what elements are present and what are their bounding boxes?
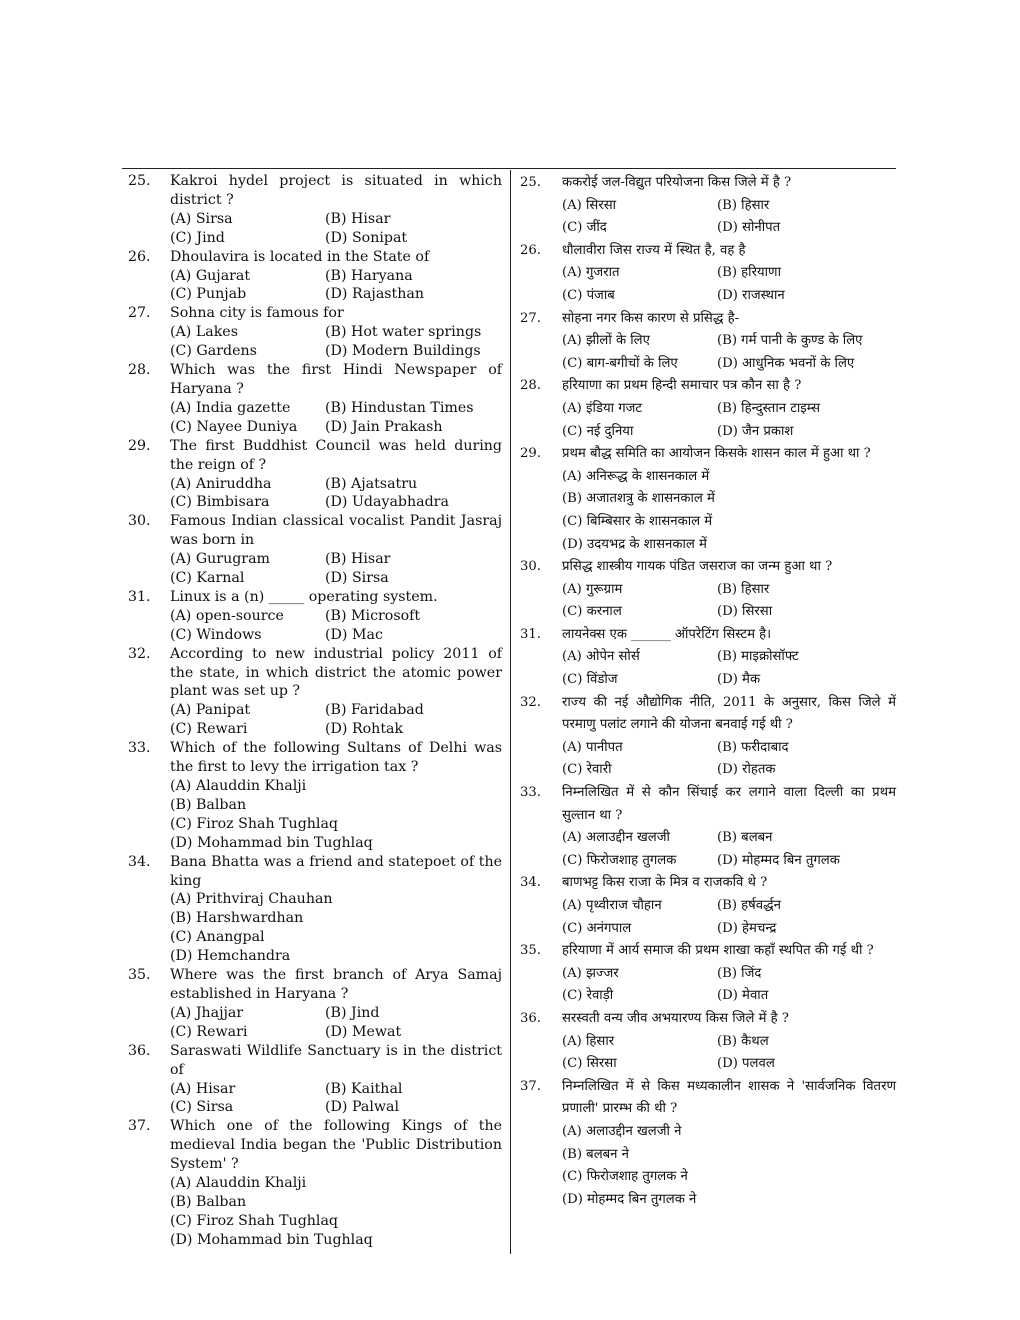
question-number: 28.	[128, 362, 151, 379]
question-text: सोहना नगर किस कारण से प्रसिद्ध है-	[562, 310, 740, 326]
option-a: (A) हिसार	[562, 1033, 615, 1049]
option-b: (B) Hisar	[325, 210, 391, 227]
option-b: (B) जिंद	[717, 965, 762, 981]
options	[562, 262, 896, 307]
option-d: (D) Palwal	[325, 1099, 399, 1116]
question-text: Saraswati Wildlife Sanctuary is in the district of	[170, 1042, 502, 1078]
option-b: (B) Haryana	[325, 267, 413, 284]
question-hi-32	[520, 692, 896, 782]
option-d: (D) मैक	[717, 672, 761, 688]
question-number: 26.	[520, 242, 541, 258]
option-b: (B) कैथल	[717, 1033, 769, 1049]
question-text: निम्नलिखित में से किस मध्यकालीन शासक ने 'सार्वजनिक वितरण प्रणाली' प्रारम्भ की थी ?	[562, 1078, 896, 1117]
question-en-37	[128, 1117, 502, 1249]
option-a: (A) पृथ्वीराज चौहान	[562, 898, 662, 913]
option-d: (D) मोहम्मद बिन तुगलक	[717, 852, 840, 868]
question-number: 34.	[520, 875, 541, 891]
option-c: (C) अनंगपाल	[562, 920, 632, 936]
option-c: (C) फिरोजशाह तुगलक ने	[562, 1169, 688, 1185]
option-b: (B) हिसार	[717, 197, 770, 213]
option-a: (A) अनिरूद्ध के शासनकाल में	[562, 468, 710, 484]
question-en-26	[128, 248, 502, 305]
option-d: (D) Rohtak	[325, 721, 404, 738]
question-number: 29.	[128, 437, 151, 454]
question-number: 33.	[520, 785, 541, 801]
question-number: 31.	[520, 626, 541, 642]
option-c: (C) Jind	[170, 229, 225, 246]
option-b: (B) Kaithal	[325, 1080, 403, 1097]
question-hi-36	[520, 1008, 896, 1076]
options	[170, 1080, 502, 1118]
question-hi-31	[520, 624, 896, 692]
option-d: (D) सोनीपत	[717, 220, 781, 236]
option-c: (C) Rewari	[170, 721, 248, 738]
question-hi-33	[520, 782, 896, 872]
options	[562, 737, 896, 782]
option-a: (A) Sirsa	[170, 210, 233, 227]
option-a: (A) India gazette	[170, 399, 291, 416]
option-d: (D) आधुनिक भवनों के लिए	[717, 355, 855, 371]
options	[170, 210, 502, 248]
option-d: (D) रोहतक	[717, 762, 776, 778]
options	[170, 607, 502, 645]
option-c: (C) करनाल	[562, 604, 622, 620]
option-b: (B) फरीदाबाद	[717, 739, 789, 755]
question-en-36	[128, 1042, 502, 1118]
question-text: लायनेक्स एक ______ ऑपरेटिंग सिस्टम है।	[562, 626, 772, 642]
question-text: हरियाणा में आर्य समाज की प्रथम शाखा कहाँ स्थपित की गई थी ?	[562, 943, 874, 959]
option-d: (D) जैन प्रकाश	[717, 423, 794, 439]
option-d: (D) Sirsa	[325, 570, 389, 587]
option-c: (C) बिम्बिसार के शासनकाल में	[562, 513, 713, 529]
options	[562, 398, 896, 443]
options	[562, 579, 896, 624]
option-d: (D) पलवल	[717, 1056, 775, 1072]
option-b: (B) Hindustan Times	[325, 399, 474, 416]
option-c: (C) फिरोजशाह तुगलक	[562, 852, 677, 868]
question-hi-29	[520, 443, 896, 556]
question-number: 29.	[520, 446, 541, 462]
option-c: (C) Anangpal	[170, 929, 265, 946]
option-a: (A) झीलों के लिए	[562, 333, 650, 349]
question-text: The first Buddhist Council was held during the reign of ?	[170, 437, 502, 473]
question-number: 25.	[520, 175, 541, 190]
question-text: निम्नलिखित में से कौन सिंचाई कर लगाने वाला दिल्ली का प्रथम सुल्तान था ?	[562, 785, 896, 823]
option-a: (A) Gujarat	[170, 267, 251, 284]
option-b: (B) Hot water springs	[325, 324, 482, 341]
option-b: (B) Balban	[170, 1193, 247, 1210]
option-a: (A) अलाउद्दीन खलजी	[562, 830, 670, 846]
question-text: धौलावीरा जिस राज्य में स्थित है, वह है	[562, 242, 746, 258]
question-en-34	[128, 853, 502, 966]
question-text: ककरोई जल-विद्युत परियोजना किस जिले में है ?	[562, 175, 792, 190]
option-c: (C) रेवाड़ी	[562, 988, 614, 1004]
option-c: (C) Nayee Duniya	[170, 418, 298, 435]
question-number: 32.	[128, 645, 151, 662]
question-en-35	[128, 966, 502, 1042]
question-text: Which was the first Hindi Newspaper of Haryana ?	[170, 362, 502, 397]
question-text: Kakroi hydel project is situated in which district ?	[170, 173, 502, 208]
options	[562, 330, 896, 375]
option-a: (A) Aniruddha	[170, 475, 272, 492]
option-a: (A) Prithviraj Chauhan	[170, 891, 333, 908]
option-a: (A) Gurugram	[170, 551, 270, 568]
option-a: (A) Lakes	[170, 324, 238, 341]
question-hi-28	[520, 375, 896, 443]
options	[170, 323, 502, 361]
option-c: (C) Rewari	[170, 1023, 248, 1040]
options	[170, 1174, 502, 1250]
option-b: (B) Jind	[325, 1004, 380, 1021]
question-hi-25	[520, 172, 896, 240]
option-c: (C) बाग-बगीचों के लिए	[562, 355, 678, 371]
option-b: (B) हर्षवर्द्धन	[717, 898, 781, 913]
option-d: (D) Mac	[325, 626, 383, 643]
option-b: (B) हिन्दुस्तान टाइम्स	[717, 400, 820, 416]
question-number: 27.	[128, 305, 151, 322]
option-d: (D) मोहम्मद बिन तुगलक ने	[562, 1191, 697, 1207]
question-text: Sohna city is famous for	[170, 305, 344, 322]
option-a: (A) Hisar	[170, 1080, 236, 1097]
question-number: 32.	[520, 694, 541, 710]
option-b: (B) Hisar	[325, 551, 391, 568]
question-en-28	[128, 361, 502, 437]
hindi-column	[520, 172, 896, 1211]
question-number: 35.	[520, 943, 541, 959]
options	[562, 195, 896, 240]
question-number: 35.	[128, 967, 151, 984]
option-d: (D) Mewat	[325, 1023, 402, 1040]
question-number: 30.	[128, 513, 151, 530]
question-number: 37.	[520, 1078, 541, 1094]
question-number: 31.	[128, 588, 151, 605]
option-a: (A) इंडिया गजट	[562, 400, 643, 416]
question-number: 28.	[520, 378, 541, 394]
question-number: 36.	[128, 1042, 151, 1059]
question-text: Linux is a (n) _____ operating system.	[170, 588, 438, 605]
question-text: Famous Indian classical vocalist Pandit Jasraj was born in	[170, 513, 502, 549]
option-d: (D) Mohammad bin Tughlaq	[170, 1231, 373, 1248]
options	[170, 1004, 502, 1042]
option-b: (B) माइक्रोसॉफ्ट	[717, 649, 799, 665]
question-number: 26.	[128, 248, 151, 265]
option-b: (B) हरियाणा	[717, 265, 781, 281]
question-text: According to new industrial policy 2011 of the state, in which district the atomic power plant was set up ?	[170, 645, 502, 700]
question-en-31	[128, 588, 502, 645]
top-rule	[122, 168, 896, 169]
question-text: Bana Bhatta was a friend and statepoet of the king	[170, 853, 502, 889]
option-d: (D) Mohammad bin Tughlaq	[170, 834, 373, 851]
option-b: (B) बलबन ने	[562, 1146, 630, 1162]
question-en-29	[128, 437, 502, 513]
option-a: (A) Alauddin Khalji	[170, 1175, 307, 1192]
option-c: (C) विंडोज	[562, 672, 618, 688]
option-c: (C) Punjab	[170, 286, 247, 303]
options	[170, 701, 502, 739]
question-number: 27.	[520, 310, 541, 326]
option-b: (B) Balban	[170, 796, 247, 813]
option-c: (C) Karnal	[170, 570, 245, 587]
options	[170, 550, 502, 588]
option-a: (A) Jhajjar	[170, 1004, 244, 1021]
options	[562, 963, 896, 1008]
question-number: 36.	[520, 1010, 541, 1026]
option-b: (B) गर्म पानी के कुण्ड के लिए	[717, 333, 863, 349]
question-number: 37.	[128, 1118, 151, 1135]
option-b: (B) Microsoft	[325, 607, 421, 624]
options	[170, 777, 502, 853]
question-number: 25.	[128, 173, 151, 189]
question-text: Where was the first branch of Arya Samaj established in Haryana ?	[170, 967, 502, 1002]
question-number: 33.	[128, 740, 151, 757]
option-a: (A) open-source	[170, 607, 284, 624]
option-a: (A) ओपेन सोर्स	[562, 649, 640, 665]
option-c: (C) पंजाब	[562, 287, 615, 303]
option-b: (B) हिसार	[717, 581, 770, 597]
option-c: (C) Gardens	[170, 343, 257, 360]
question-number: 30.	[520, 559, 541, 575]
option-d: (D) मेवात	[717, 988, 769, 1004]
question-text: Which one of the following Kings of the medieval India began the 'Public Distribution System' ?	[170, 1118, 502, 1173]
question-text: प्रथम बौद्ध समिति का आयोजन किसके शासन काल में हुआ था ?	[562, 446, 871, 462]
question-text: हरियाणा का प्रथम हिन्दी समाचार पत्र कौन सा है ?	[562, 378, 802, 394]
option-d: (D) Udayabhadra	[325, 494, 449, 511]
options	[562, 1031, 896, 1076]
question-en-27	[128, 304, 502, 361]
question-text: प्रसिद्ध शास्त्रीय गायक पंडित जसराज का जन्म हुआ था ?	[562, 559, 833, 575]
question-hi-30	[520, 556, 896, 624]
question-text: बाणभट्ट किस राजा के मित्र व राजकवि थे ?	[562, 875, 768, 891]
option-d: (D) Modern Buildings	[325, 343, 481, 360]
option-c: (C) Sirsa	[170, 1099, 234, 1116]
option-a: (A) झज्जर	[562, 965, 619, 981]
option-a: (A) गुजरात	[562, 265, 620, 281]
option-c: (C) जींद	[562, 220, 607, 236]
option-d: (D) Sonipat	[325, 229, 408, 246]
question-text: राज्य की नई औद्योगिक नीति, 2011 के अनुसार, किस जिले में परमाणु पलांट लगाने की योजना बनवाई गई थी ?	[562, 694, 896, 733]
option-a: (A) अलाउद्दीन खलजी ने	[562, 1123, 682, 1139]
option-c: (C) Windows	[170, 626, 262, 643]
question-text: Dhoulavira is located in the State of	[170, 248, 430, 265]
option-a: (A) सिरसा	[562, 197, 617, 213]
option-c: (C) नई दुनिया	[562, 423, 634, 439]
question-hi-35	[520, 940, 896, 1008]
option-d: (D) Hemchandra	[170, 948, 291, 965]
question-hi-27	[520, 308, 896, 376]
question-hi-34	[520, 872, 896, 940]
option-c: (C) सिरसा	[562, 1056, 617, 1072]
option-b: (B) Faridabad	[325, 702, 424, 719]
option-c: (C) Bimbisara	[170, 494, 270, 511]
option-a: (A) Alauddin Khalji	[170, 778, 307, 794]
option-b: (B) बलबन	[717, 830, 773, 846]
option-d: (D) हेमचन्द्र	[717, 920, 777, 936]
option-c: (C) रेवारी	[562, 762, 612, 778]
options	[562, 466, 896, 556]
question-text: Which of the following Sultans of Delhi was the first to levy the irrigation tax ?	[170, 740, 502, 776]
option-b: (B) Harshwardhan	[170, 910, 304, 927]
question-hi-37	[520, 1076, 896, 1212]
options	[170, 399, 502, 437]
option-d: (D) राजस्थान	[717, 287, 785, 303]
question-en-33	[128, 739, 502, 852]
option-d: (D) सिरसा	[717, 604, 773, 620]
option-d: (D) Jain Prakash	[325, 418, 443, 435]
option-c: (C) Firoz Shah Tughlaq	[170, 815, 338, 832]
option-d: (D) उदयभद्र के शासनकाल में	[562, 536, 707, 552]
column-divider	[510, 170, 511, 1254]
options	[170, 267, 502, 305]
option-b: (B) Ajatsatru	[325, 475, 418, 492]
question-number: 34.	[128, 853, 151, 870]
options	[562, 1121, 896, 1211]
options	[562, 827, 896, 872]
english-column	[128, 172, 502, 1250]
question-en-32	[128, 645, 502, 740]
option-d: (D) Rajasthan	[325, 286, 424, 303]
options	[562, 646, 896, 691]
option-a: (A) गुरूग्राम	[562, 581, 623, 597]
question-text: सरस्वती वन्य जीव अभयारण्य किस जिले में है ?	[562, 1010, 789, 1026]
question-en-25	[128, 172, 502, 248]
option-b: (B) अजातशत्रु के शासनकाल में	[562, 491, 715, 507]
option-a: (A) पानीपत	[562, 739, 623, 755]
option-c: (C) Firoz Shah Tughlaq	[170, 1212, 338, 1229]
options	[170, 475, 502, 513]
question-hi-26	[520, 240, 896, 308]
options	[562, 895, 896, 940]
option-a: (A) Panipat	[170, 702, 251, 719]
options	[170, 890, 502, 966]
question-en-30	[128, 512, 502, 588]
